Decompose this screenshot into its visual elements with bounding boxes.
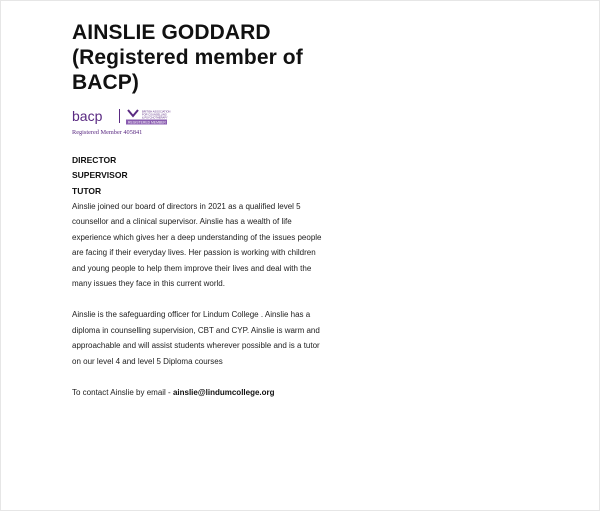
logo-tagline-1: BRITISH ASSOCIATION [142, 110, 171, 114]
contact-line [72, 385, 322, 401]
profile-content [72, 20, 322, 400]
bacp-registered-member-logo [72, 109, 322, 139]
bacp-logo-graphic [72, 109, 172, 139]
contact-prefix: To contact Ainslie by email - [72, 387, 173, 397]
page-title: AINSLIE GODDARD (Registered member of BACP) [72, 21, 303, 94]
bio-paragraph-1: Ainslie joined our board of directors in 2021 as a qualified level 5 counsellor and a clinical supervisor. Ainslie has a wealth of life experience which gives her a deep understanding of the issues people are facing if their everyday lives. Her passion is working with children and young people to help them improve their lives and deal with the many issues they face in this current world. [72, 201, 322, 289]
role-director: DIRECTOR [72, 155, 117, 165]
contact-email-link[interactable]: ainslie@lindumcollege.org [172, 387, 275, 397]
role-tutor: TUTOR [72, 185, 102, 196]
roles-list [72, 153, 322, 199]
bacp-wordmark: bacp [72, 109, 103, 124]
bacp-chevron-icon [128, 110, 138, 116]
registered-member-number: Registered Member 405841 [72, 129, 143, 136]
logo-divider [119, 109, 120, 123]
role-supervisor: SUPERVISOR [72, 170, 128, 181]
logo-tagline-2: FOR COUNSELLING [142, 113, 167, 117]
biography [72, 199, 322, 401]
bio-paragraph-2: Ainslie is the safeguarding officer for Lindum College . Ainslie has a diploma in counselling supervision, CBT and CYP. Ainslie is warm and approachable and will assist students wherever possible and is a tutor on our level 4 and level 5 Diploma courses [72, 310, 320, 366]
registered-member-badge-text: REGISTERED MEMBER [128, 120, 166, 125]
logo-tagline-3: & PSYCHOTHERAPY [142, 116, 168, 120]
